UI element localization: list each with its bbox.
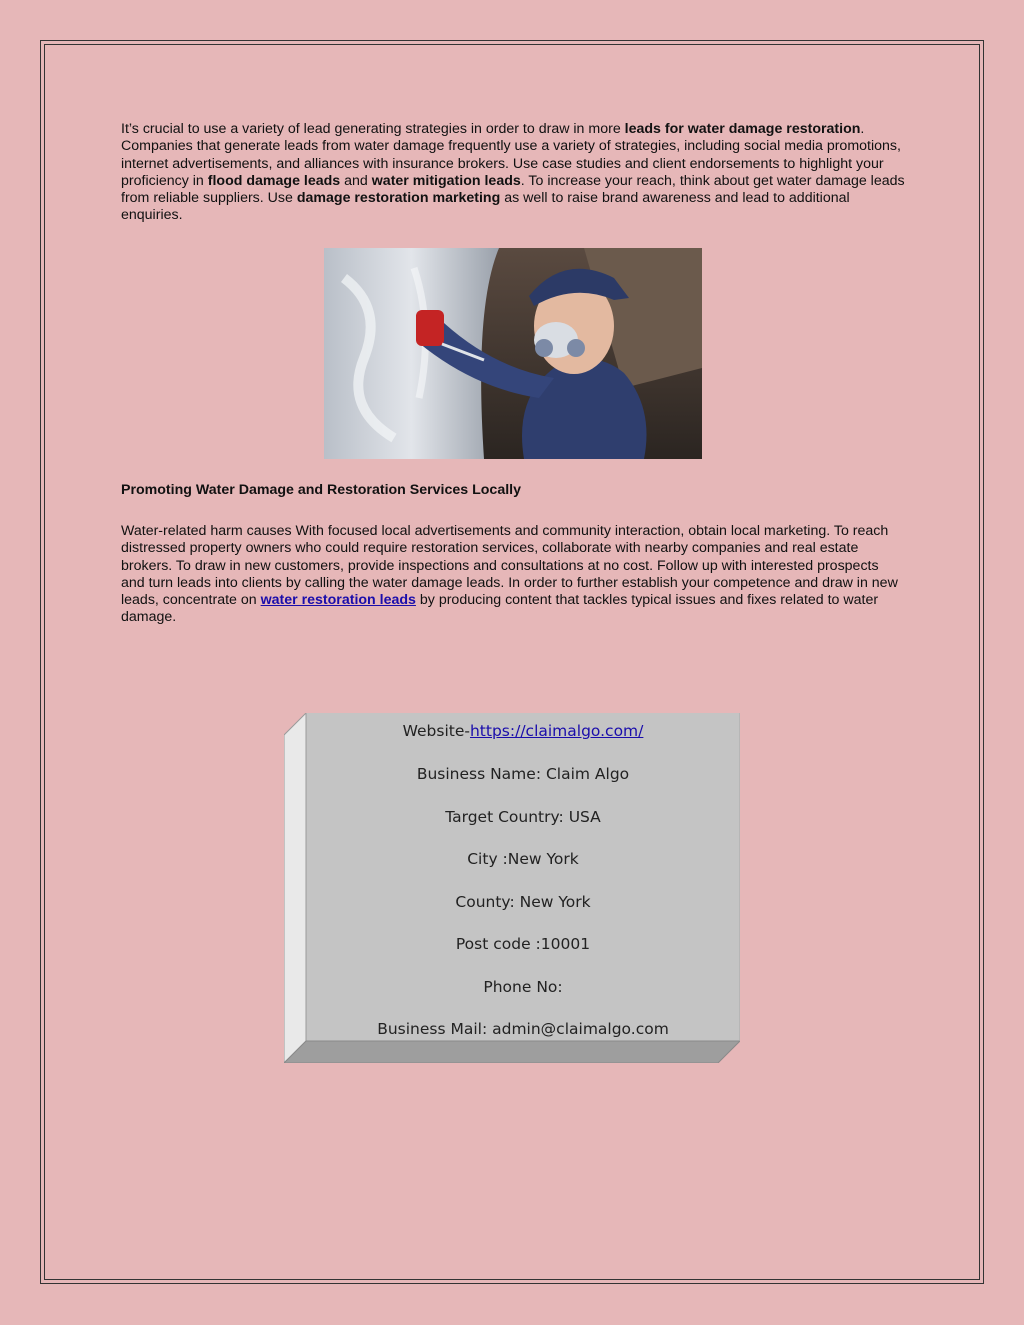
intro-paragraph: [121, 121, 906, 225]
water-restoration-leads-link[interactable]: water restoration leads: [260, 592, 416, 609]
county: County: New York: [455, 893, 591, 911]
box-face: [306, 713, 740, 1041]
worker-illustration: [324, 248, 702, 459]
business-name: Business Name: Claim Algo: [416, 765, 630, 783]
bold-keyword: leads for water damage restoration: [624, 121, 861, 137]
text-run: by producing content that tackles typical issues and fixes related to water damage.: [121, 592, 879, 626]
post-code: Post code :10001: [455, 935, 591, 953]
website-label: Website-: [402, 722, 470, 740]
website-line: [306, 722, 740, 740]
website-link[interactable]: https://claimalgo.com/: [469, 722, 644, 740]
phone-number: Phone No:: [483, 978, 563, 996]
business-mail: Business Mail: admin@claimalgo.com: [377, 1020, 669, 1038]
text-run: as well to raise brand awareness and lead to additional enquiries.: [121, 190, 850, 224]
text-run: Water-related harm causes With focused local advertisements and community interaction, obtain local marketing. To reach distressed property owners who could require restoration services, collaborate with nearby companies and real estate brokers. To draw in new customers, provide inspections and consultations at no cost. Follow up with interested prospects and turn leads into clients by calling the water damage leads. In order to further establish your competence and draw in new leads, concentrate on: [121, 523, 898, 609]
bold-keyword: water mitigation leads: [371, 172, 521, 189]
target-country: Target Country: USA: [445, 808, 601, 826]
worker-photo: [324, 248, 702, 459]
text-run: . To increase your reach, think about get water damage leads from reliable suppliers. Use: [121, 172, 905, 207]
bold-keyword: damage restoration marketing: [296, 190, 501, 207]
business-info-box: [284, 713, 740, 1063]
city: City :New York: [467, 850, 579, 868]
text-run: and: [340, 172, 372, 189]
text-run: . Companies that generate leads from water damage frequently use a variety of strategies, including social media promotions, internet advertisements, and alliances with insurance brokers. Use case studies and client endorsements to highlight your proficiency in: [121, 121, 901, 189]
local-marketing-paragraph: [121, 523, 906, 627]
section-heading: Promoting Water Damage and Restoration Services Locally: [121, 482, 521, 498]
bold-keyword: flood damage leads: [207, 172, 341, 189]
text-run: It’s crucial to use a variety of lead generating strategies in order to draw in more: [121, 121, 625, 137]
page-border-inner: [44, 44, 980, 1280]
